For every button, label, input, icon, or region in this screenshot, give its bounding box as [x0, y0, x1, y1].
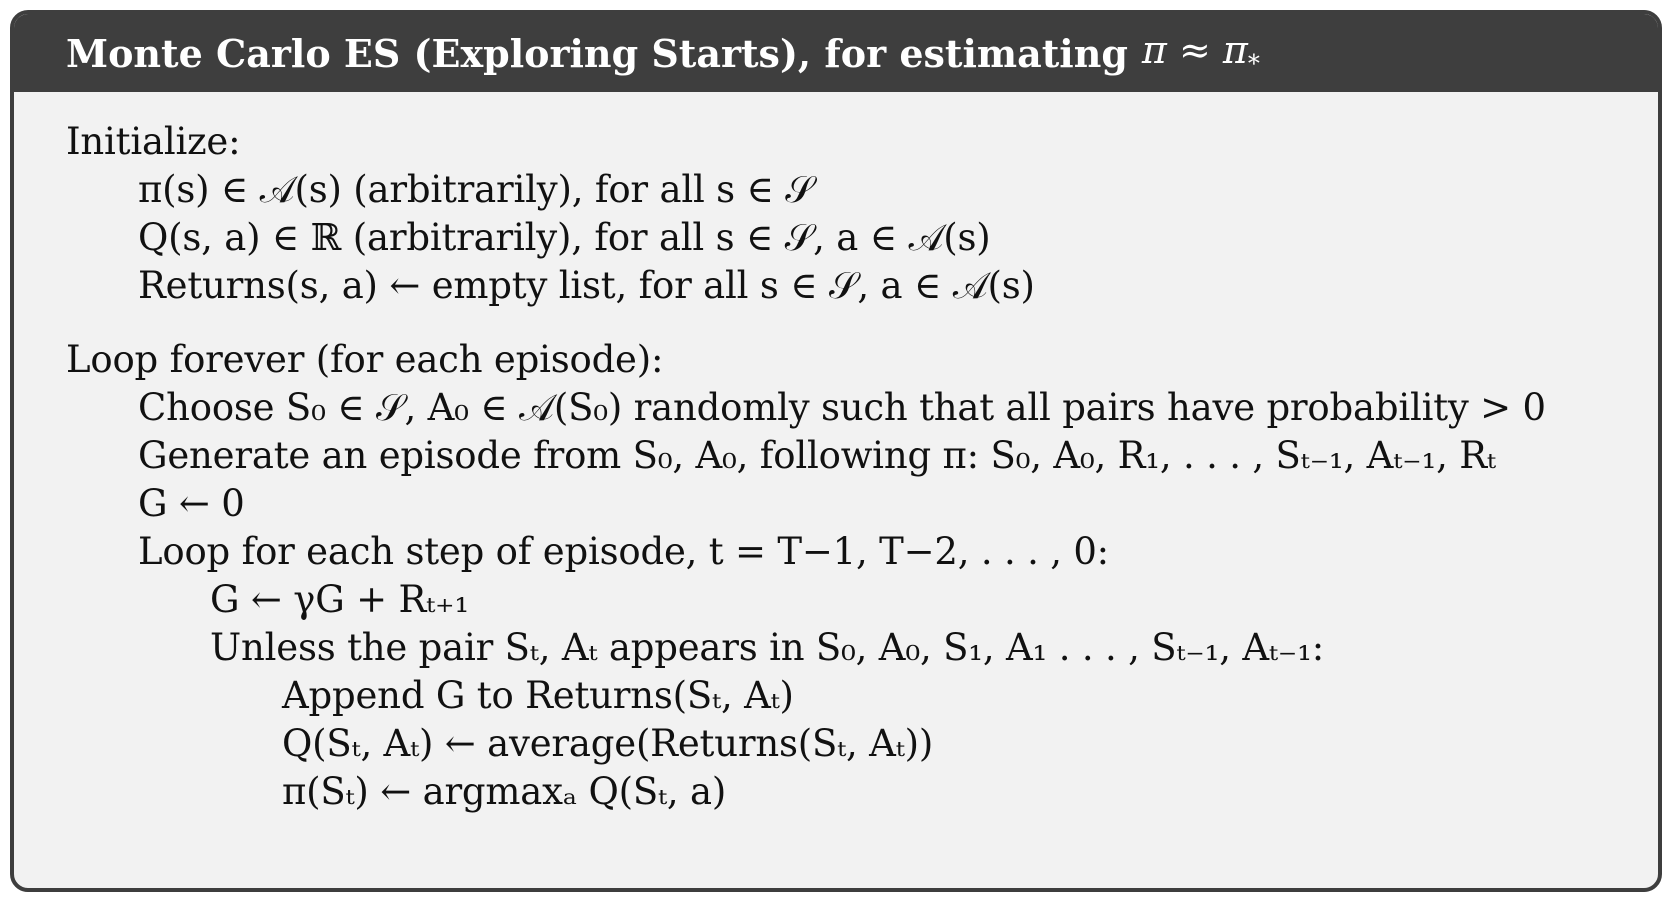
line-choose-start: Choose S₀ ∈ 𝒮, A₀ ∈ 𝒜(S₀) randomly such that all pairs have probability > 0 [138, 386, 1546, 429]
line-update-policy: π(Sₜ) ← argmaxₐ Q(Sₜ, a) [282, 770, 727, 813]
line-update-q: Q(Sₜ, Aₜ) ← average(Returns(Sₜ, Aₜ)) [282, 722, 934, 765]
line-generate-episode: Generate an episode from S₀, A₀, following π: S₀, A₀, R₁, . . . , Sₜ₋₁, Aₜ₋₁, Rₜ [138, 434, 1496, 477]
line-unless-pair: Unless the pair Sₜ, Aₜ appears in S₀, A₀, S₁, A₁ . . . , Sₜ₋₁, Aₜ₋₁: [210, 626, 1325, 669]
algorithm-box [10, 10, 1662, 892]
line-update-g: G ← γG + Rₜ₊₁ [210, 578, 470, 621]
line-init-g: G ← 0 [138, 482, 245, 525]
algorithm-title-math: $\pi \approx \pi_*$ [1141, 28, 1260, 78]
line-loop-steps: Loop for each step of episode, t = T−1, T−2, . . . , 0: [138, 530, 1109, 573]
algorithm-header [14, 14, 1658, 92]
line-append-g: Append G to Returns(Sₜ, Aₜ) [282, 674, 794, 717]
line-init-q: Q(s, a) ∈ ℝ (arbitrarily), for all s ∈ 𝒮, a ∈ 𝒜(s) [138, 216, 991, 259]
algorithm-title: Monte Carlo ES (Exploring Starts), for estimating [66, 30, 1128, 76]
algorithm-body [14, 92, 1658, 888]
line-initialize: Initialize: [66, 120, 241, 163]
line-loop-forever: Loop forever (for each episode): [66, 338, 664, 381]
line-init-policy: π(s) ∈ 𝒜(s) (arbitrarily), for all s ∈ 𝒮 [138, 168, 814, 211]
line-init-returns: Returns(s, a) ← empty list, for all s ∈ 𝒮, a ∈ 𝒜(s) [138, 264, 1035, 307]
